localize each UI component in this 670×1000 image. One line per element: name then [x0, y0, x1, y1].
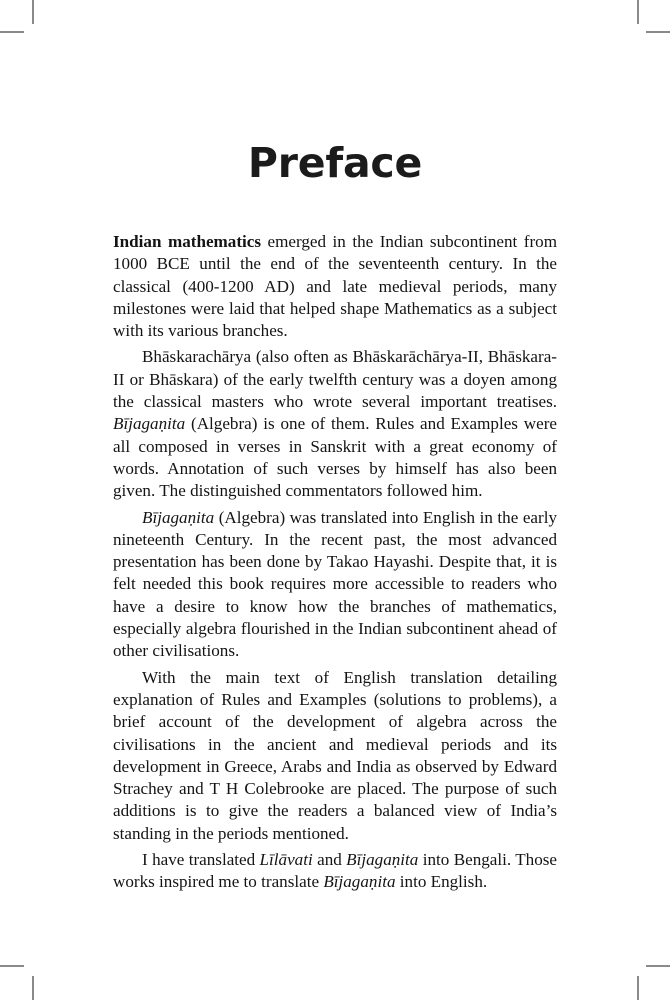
bold-run: Indian mathematics: [113, 232, 262, 251]
crop-mark-top-left-horizontal: [0, 31, 24, 33]
text-run: (Algebra) was translated into English in the early nineteenth Century. In the recent past, the most advanced presentation has been done by Takao Hayashi. Despite that, it is felt needed this book requires more accessible to readers who have a desire to know how the branches of mathematics, especially algebra flourished in the Indian subcontinent ahead of other civilisations.: [113, 507, 557, 661]
italic-run: Bījagaṇita: [142, 507, 215, 527]
text-run: and: [312, 850, 347, 870]
text-run: into English.: [395, 872, 488, 892]
paragraph: [113, 346, 557, 502]
crop-mark-bottom-left-vertical: [32, 976, 34, 1000]
italic-run: Bījagaṇita: [346, 850, 419, 870]
crop-mark-top-left-vertical: [32, 0, 34, 24]
crop-mark-bottom-right-horizontal: [646, 965, 670, 967]
crop-mark-bottom-right-vertical: [637, 976, 639, 1000]
crop-mark-top-right-vertical: [637, 0, 639, 24]
text-run: into Bengali. Those works inspired me to translate: [113, 850, 557, 892]
italic-run: Bījagaṇita: [323, 872, 396, 892]
page-title: Preface: [247, 139, 423, 187]
text-run: Bhāskarachārya (also often as Bhāskarāchārya-II, Bhāskara-II or Bhāskara) of the early twelfth century was a doyen among the classical masters who wrote several important treatises.: [113, 347, 557, 412]
text-run: (Algebra) is one of them. Rules and Examples were all composed in verses in Sanskrit with a great economy of words. Annotation of such verses by himself has also been given. The distinguished commentators followed him.: [113, 414, 557, 501]
paragraph: [113, 231, 557, 342]
text-run: I have translated: [142, 850, 260, 870]
text-column: [113, 0, 557, 894]
italic-run: Līlāvati: [259, 850, 313, 870]
crop-mark-top-right-horizontal: [646, 31, 670, 33]
paragraph: [113, 507, 557, 663]
text-run: With the main text of English translation detailing explanation of Rules and Examples (solutions to problems), a brief account of the development of algebra across the civilisations in the ancient and medieval periods and its development in Greece, Arabs and India as observed by Edward Strachey and T H Colebrooke are placed. The purpose of such additions is to give the readers a balanced view of India’s standing in the periods mentioned.: [113, 667, 557, 843]
paragraph: [113, 667, 557, 845]
crop-mark-bottom-left-horizontal: [0, 965, 24, 967]
body-copy: [113, 184, 557, 894]
paragraph: [113, 849, 557, 894]
text-run: emerged in the Indian subcontinent from 1000 BCE until the end of the seventeenth century. In the classical (400-1200 AD) and late medieval periods, many milestones were laid that helped shape Mathematics as a subject with its various branches.: [113, 232, 558, 341]
italic-run: Bījagaṇita: [113, 414, 186, 434]
